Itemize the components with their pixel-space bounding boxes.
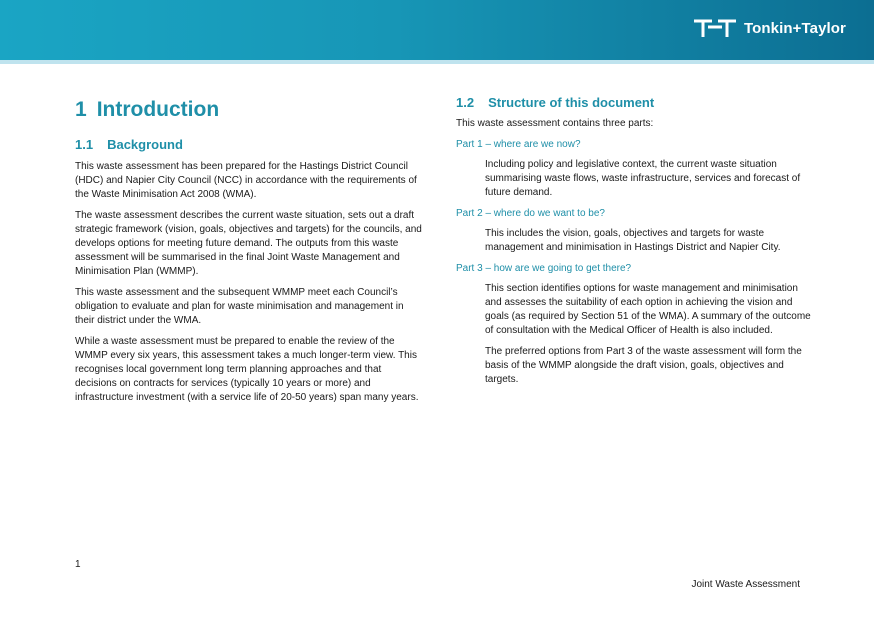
company-logo bbox=[692, 16, 846, 40]
subsection-heading-structure bbox=[456, 94, 812, 112]
body-paragraph: While a waste assessment must be prepared to enable the review of the WMMP every six years, this assessment takes a much longer-term view. This recognises local government long term planning approaches and that decisions on contracts for services (typically 10 years or more) and infrastructure investment (with a service life of 20-50 years) span many years. bbox=[75, 336, 419, 403]
section-heading bbox=[75, 96, 425, 124]
page-number: 1 bbox=[75, 559, 81, 570]
tt-logo-icon bbox=[692, 17, 738, 39]
subsection-title: Background bbox=[107, 137, 183, 152]
part-1-heading: Part 1 – where are we now? bbox=[456, 139, 581, 150]
body-paragraph: The waste assessment describes the current waste situation, sets out a draft strategic framework (vision, goals, objectives and targets) for the councils, and develops options for meeting future demand. The outputs from this waste assessment will be summarised in the final Joint Waste Management and Minimisation Plan (WMMP). bbox=[75, 210, 422, 277]
part-3-paragraph: The preferred options from Part 3 of the waste assessment will form the basis of the WMMP alongside the draft vision, goals, objectives and targets. bbox=[485, 346, 802, 385]
section-title: Introduction bbox=[96, 98, 220, 121]
body-paragraph: This waste assessment has been prepared for the Hastings District Council (HDC) and Napier City Council (NCC) in accordance with the requirements of the Waste Minimisation Act 2008 (WMA). bbox=[75, 161, 417, 200]
part-1-paragraph: Including policy and legislative context, the current waste situation summarising waste flows, waste infrastructure, services and forecast of future demand. bbox=[485, 159, 801, 198]
part-3-heading: Part 3 – how are we going to get there? bbox=[456, 263, 632, 274]
intro-paragraph: This waste assessment contains three parts: bbox=[456, 118, 654, 129]
subsection-number: 1.2 bbox=[456, 95, 475, 110]
logo-text: Tonkin+Taylor bbox=[743, 19, 846, 37]
footer-document-title: Joint Waste Assessment bbox=[691, 579, 800, 590]
part-2-paragraph: This includes the vision, goals, objectives and targets for waste management and minimisation in Hastings District and Napier City. bbox=[485, 228, 781, 253]
subsection-title: Structure of this document bbox=[488, 95, 655, 110]
right-column bbox=[456, 92, 812, 394]
part-2-heading: Part 2 – where do we want to be? bbox=[456, 208, 605, 219]
header-rule bbox=[0, 60, 874, 64]
left-column bbox=[75, 92, 425, 412]
section-number: 1 bbox=[75, 98, 87, 121]
body-paragraph: This waste assessment and the subsequent WMMP meet each Council’s obligation to evaluate and plan for waste minimisation and management in their district under the WMA. bbox=[75, 287, 404, 326]
part-3-paragraph: This section identifies options for waste management and minimisation and assesses the suitability of each option in achieving the vision and goals (as required by Section 51 of the WMA). A summary of the outcome of consultation with the Medical Officer of Health is also included. bbox=[485, 283, 811, 336]
subsection-heading-background bbox=[75, 136, 425, 154]
subsection-number: 1.1 bbox=[75, 137, 94, 152]
